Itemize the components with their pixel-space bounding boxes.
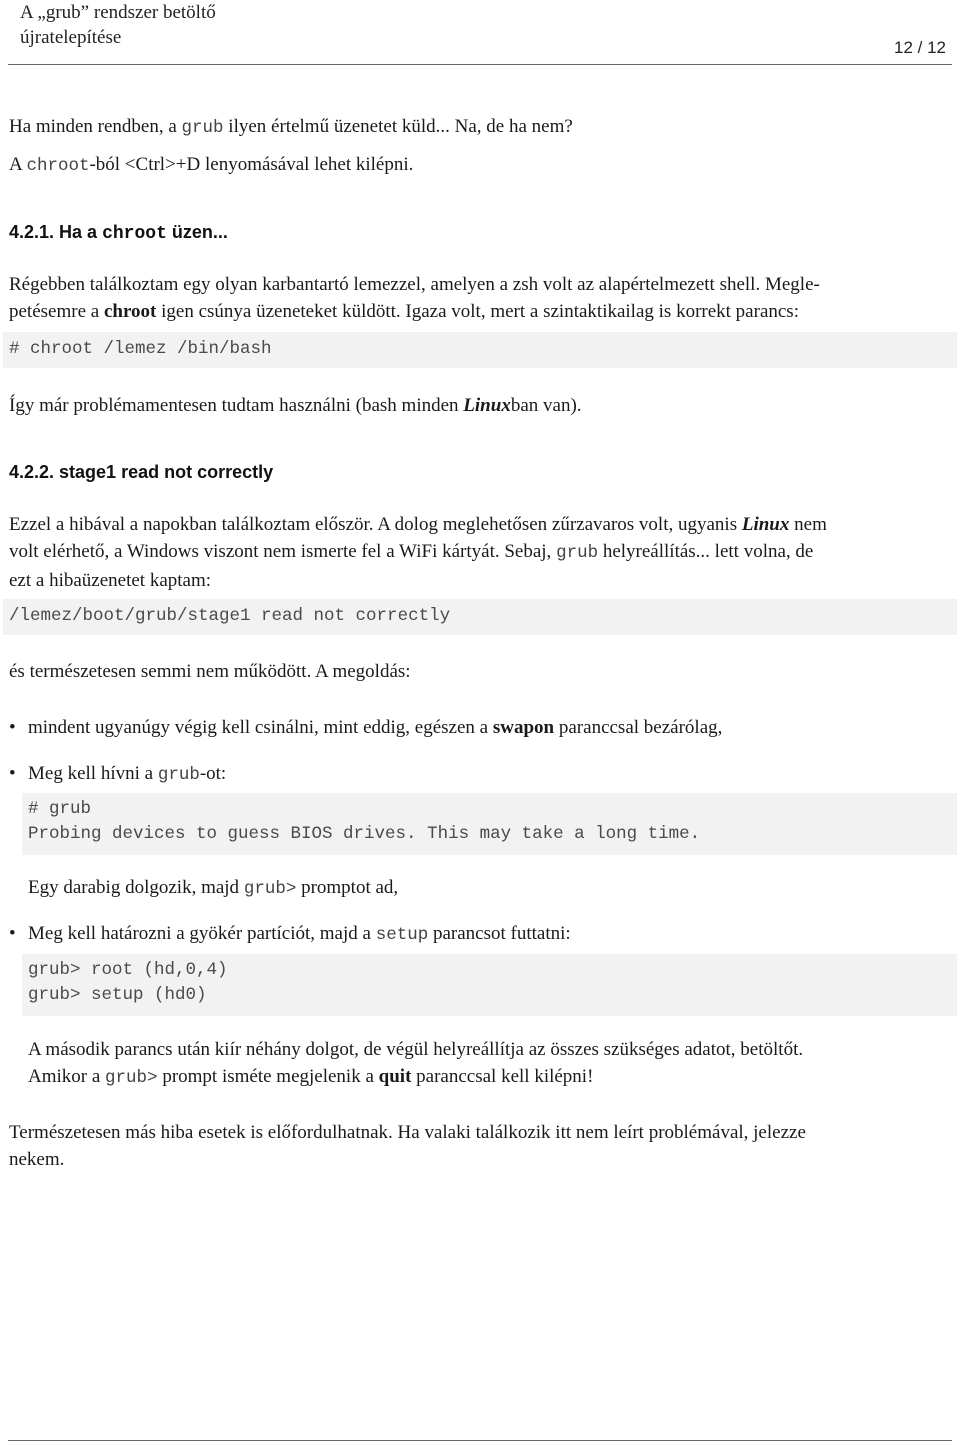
code-block-error: /lemez/boot/grub/stage1 read not correctly xyxy=(3,599,957,635)
closing-paragraph: Természetesen más hiba esetek is előfordulhatnak. Ha valaki találkozik itt nem leírt problémával, jelezze nekem. xyxy=(9,1122,806,1170)
document-title-line1: A „grub” rendszer betöltő xyxy=(20,2,216,23)
intro-line-2: A chroot-ból <Ctrl>+D lenyomásával lehet kilépni. xyxy=(9,154,414,176)
bullet-icon: • xyxy=(9,717,16,738)
list-item-1: mindent ugyanúgy végig kell csinálni, mint eddig, egészen a swapon paranccsal bezárólag, xyxy=(28,717,723,738)
inline-code: grub xyxy=(157,765,200,785)
code-block-chroot: # chroot /lemez /bin/bash xyxy=(3,332,957,368)
code-block-grub: # grub Probing devices to guess BIOS drives. This may take a long time. xyxy=(22,793,957,855)
inline-code: chroot xyxy=(26,156,90,176)
section1-paragraph-1: Régebben találkoztam egy olyan karbantartó lemezzel, amelyen a zsh volt az alapértelmezett shell. Megle- petésemre a chroot igen csúnya üzeneteket küldött. Igaza volt, mert a szintaktikailag is korrekt parancs: xyxy=(9,274,820,322)
inline-code: grub xyxy=(556,543,599,563)
footer-divider xyxy=(8,1440,952,1441)
inline-code: grub xyxy=(181,118,224,138)
section2-paragraph-1: Ezzel a hibával a napokban találkoztam először. A dolog meglehetősen zűrzavaros volt, ugyanis Linux nem volt elérhető, a Windows viszont nem ismerte fel a WiFi kártyát. Sebaj, grub helyreállítás... lett volna, de ezt a hibaüzenetet kaptam: xyxy=(9,514,827,591)
section-heading-4-2-1: 4.2.1. Ha a chroot üzen... xyxy=(9,222,228,244)
list-item-3: Meg kell határozni a gyökér partíciót, majd a setup parancsot futtatni: xyxy=(28,923,571,945)
header-divider xyxy=(8,64,952,65)
inline-code: setup xyxy=(375,925,429,945)
document-title-line2: újratelepítése xyxy=(20,27,122,48)
section-heading-4-2-2: 4.2.2. stage1 read not correctly xyxy=(9,462,274,482)
inline-code: grub> xyxy=(105,1068,158,1088)
list-item-2-continuation: Egy darabig dolgozik, majd grub> promptot ad, xyxy=(28,877,399,899)
emphasis-linux: Linux xyxy=(463,395,511,416)
intro-line-1: Ha minden rendben, a grub ilyen értelmű üzenetet küld... Na, de ha nem? xyxy=(9,116,573,138)
emphasis-linux: Linux xyxy=(741,514,790,535)
code-block-setup: grub> root (hd,0,4) grub> setup (hd0) xyxy=(22,954,957,1016)
document-title xyxy=(20,0,216,50)
page-number: 12 / 12 xyxy=(894,38,946,57)
inline-code: grub> xyxy=(243,879,297,899)
bold-term: quit xyxy=(378,1066,412,1087)
list-item-2: Meg kell hívni a grub-ot: xyxy=(28,763,227,785)
bold-term: swapon xyxy=(492,717,555,738)
section1-paragraph-2: Így már problémamentesen tudtam használni (bash minden Linuxban van). xyxy=(9,395,582,416)
bullet-icon: • xyxy=(9,763,16,784)
bold-term: chroot xyxy=(103,301,157,322)
list-item-3-continuation: A második parancs után kiír néhány dolgot, de végül helyreállítja az összes szükséges adatot, betöltőt. Amikor a grub> prompt isméte megjelenik a quit paranccsal kell kilépni! xyxy=(28,1039,804,1088)
bullet-icon: • xyxy=(9,923,16,944)
section2-paragraph-2: és természetesen semmi nem működött. A megoldás: xyxy=(9,661,411,682)
